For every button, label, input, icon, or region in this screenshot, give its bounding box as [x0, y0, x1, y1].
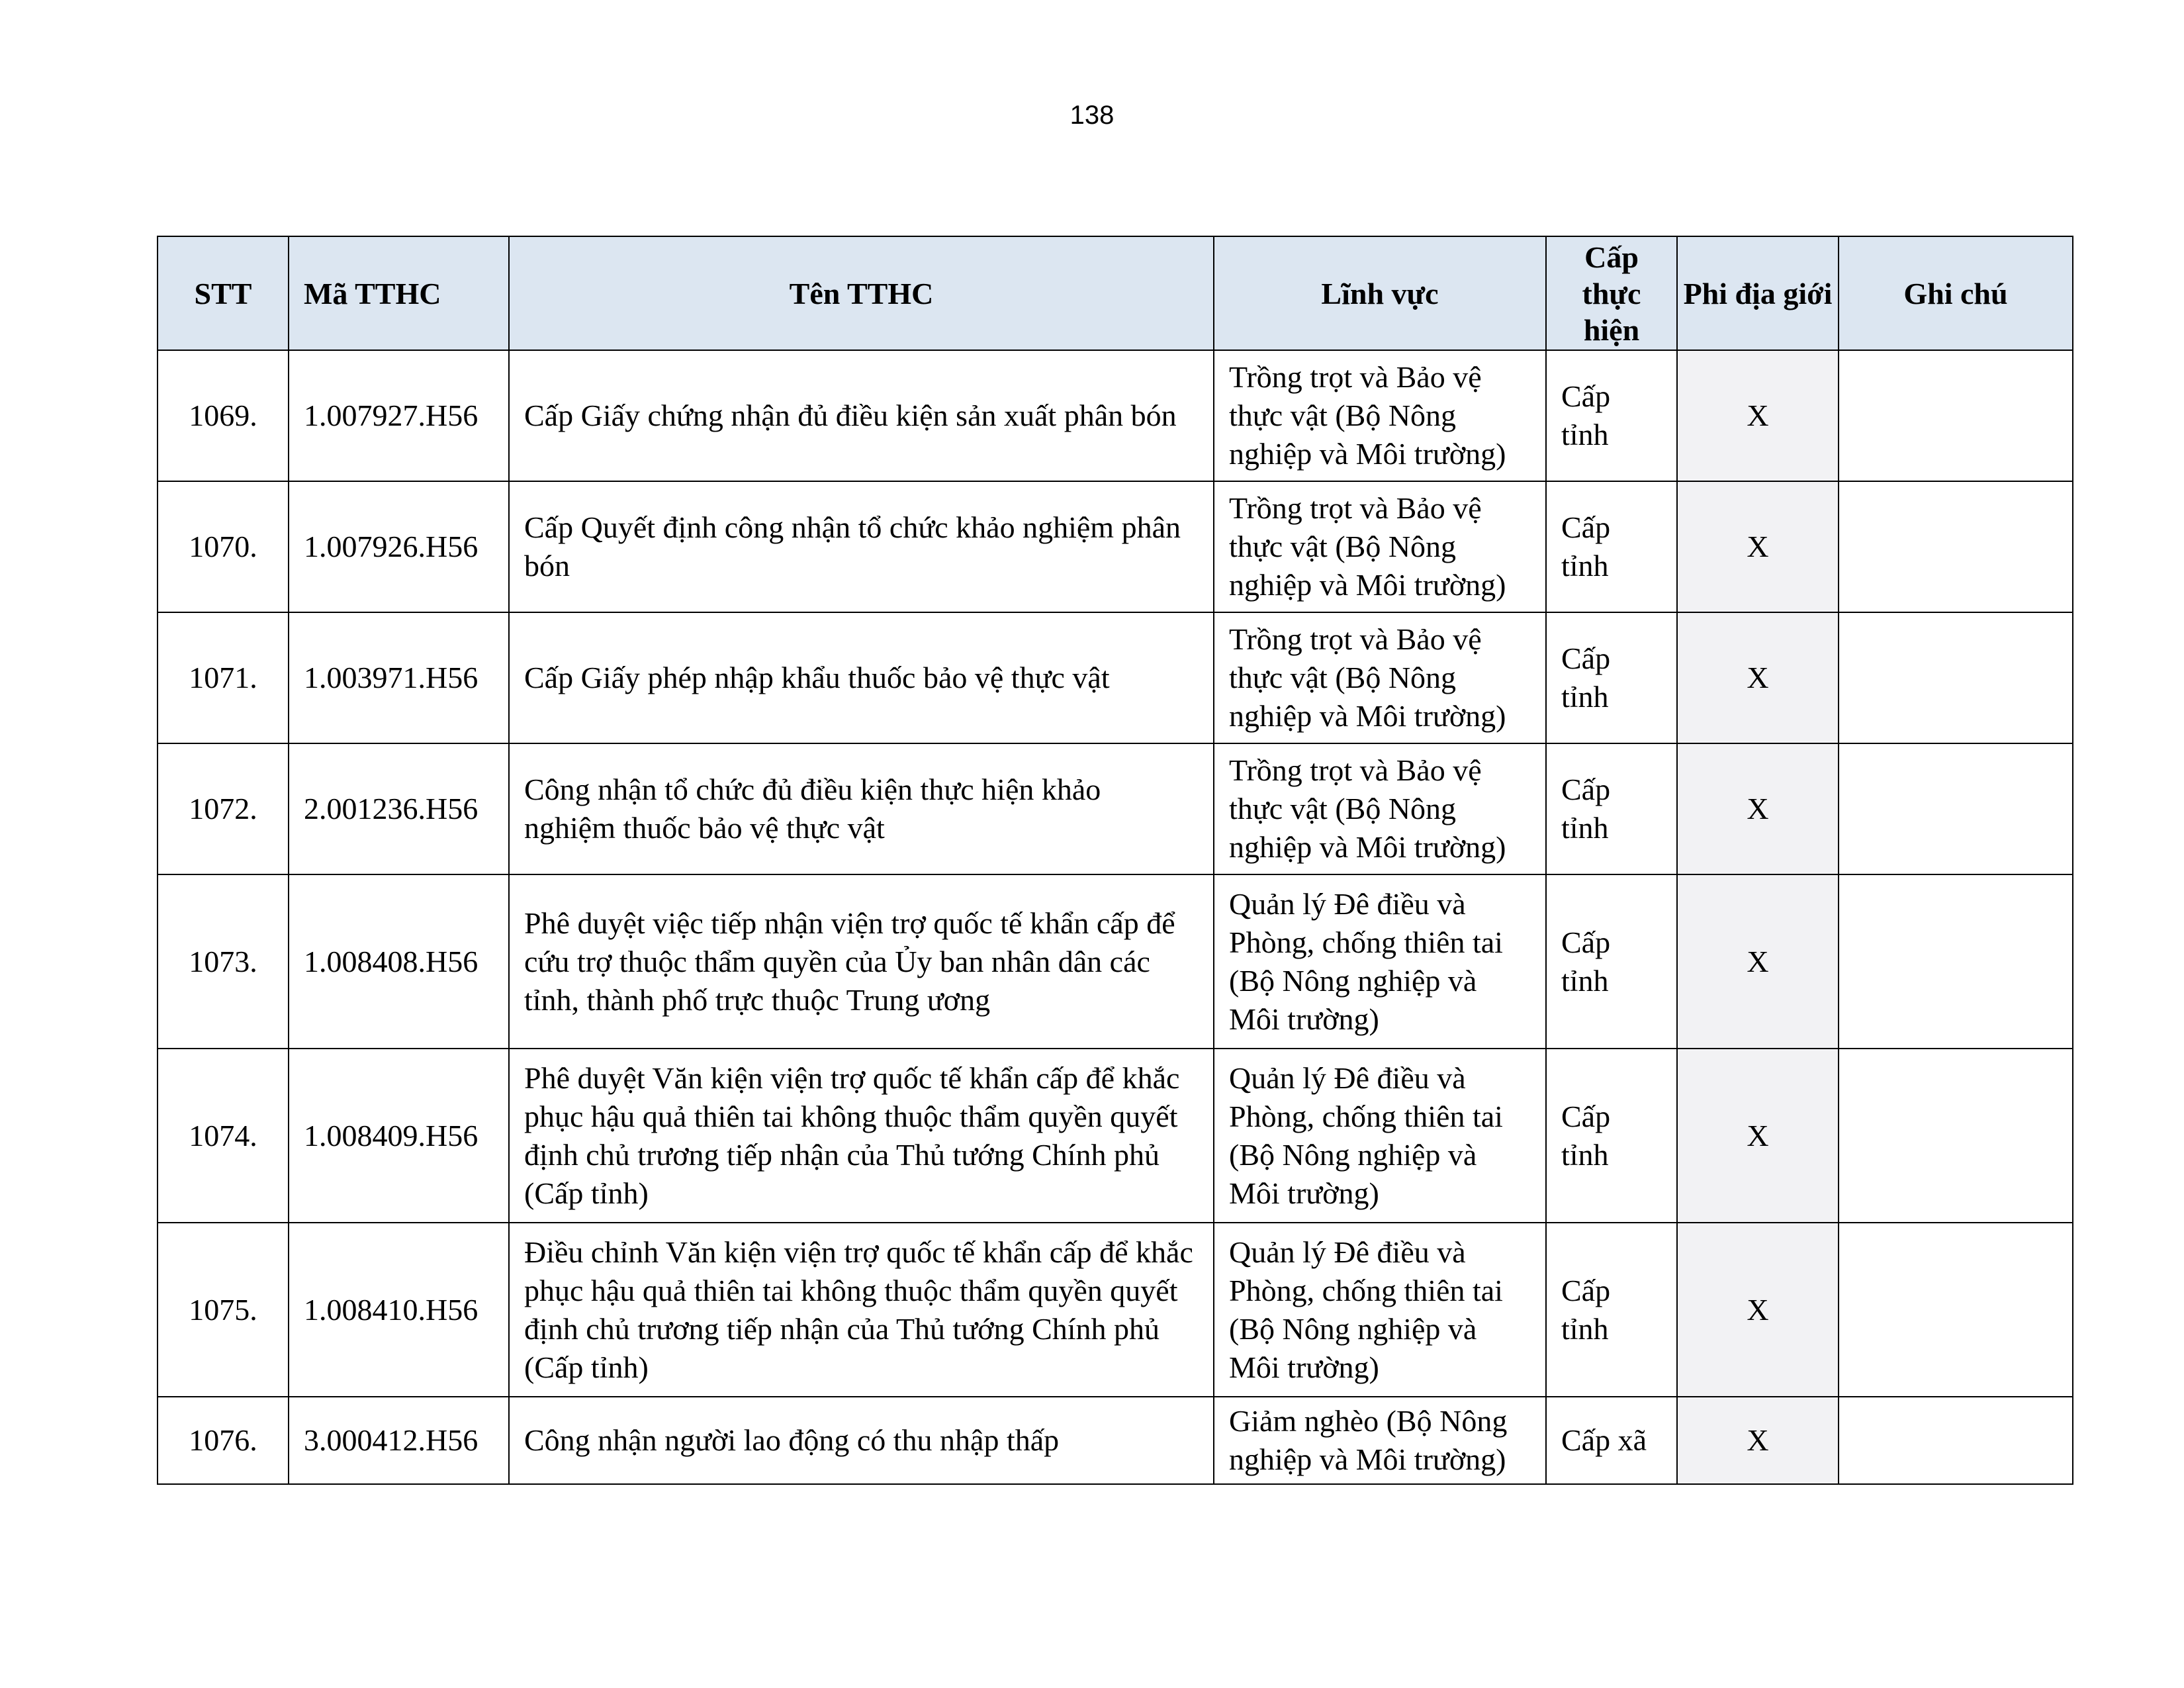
header-ghi-chu: Ghi chú: [1839, 236, 2073, 350]
table-row: [158, 1397, 2073, 1484]
cell-linh-vuc: Trồng trọt và Bảo vệ thực vật (Bộ Nông nghiệp và Môi trường): [1214, 481, 1546, 612]
procedures-table: [157, 236, 2073, 1485]
cell-linh-vuc: Quản lý Đê điều và Phòng, chống thiên tai (Bộ Nông nghiệp và Môi trường): [1214, 874, 1546, 1049]
cell-phi-dia-gioi: X: [1677, 1397, 1839, 1484]
cell-ma-tthc: 1.008409.H56: [289, 1049, 509, 1223]
cell-linh-vuc: Giảm nghèo (Bộ Nông nghiệp và Môi trường): [1214, 1397, 1546, 1484]
header-phi-dia-gioi: Phi địa giới: [1677, 236, 1839, 350]
cell-stt: 1070.: [158, 481, 289, 612]
cell-ten-tthc: Cấp Quyết định công nhận tổ chức khảo nghiệm phân bón: [509, 481, 1214, 612]
cell-cap-thuc-hien: Cấp tỉnh: [1546, 874, 1677, 1049]
cell-stt: 1073.: [158, 874, 289, 1049]
cell-cap-thuc-hien: Cấp tỉnh: [1546, 612, 1677, 743]
table-row: [158, 481, 2073, 612]
cell-linh-vuc: Trồng trọt và Bảo vệ thực vật (Bộ Nông nghiệp và Môi trường): [1214, 350, 1546, 481]
cell-ghi-chu: [1839, 1397, 2073, 1484]
cell-ma-tthc: 3.000412.H56: [289, 1397, 509, 1484]
cell-stt: 1074.: [158, 1049, 289, 1223]
cell-phi-dia-gioi: X: [1677, 1223, 1839, 1397]
cell-phi-dia-gioi: X: [1677, 874, 1839, 1049]
cell-ten-tthc: Công nhận người lao động có thu nhập thấp: [509, 1397, 1214, 1484]
cell-ten-tthc: Cấp Giấy chứng nhận đủ điều kiện sản xuất phân bón: [509, 350, 1214, 481]
table-row: [158, 1223, 2073, 1397]
cell-ghi-chu: [1839, 874, 2073, 1049]
cell-cap-thuc-hien: Cấp tỉnh: [1546, 1223, 1677, 1397]
cell-stt: 1072.: [158, 743, 289, 874]
cell-linh-vuc: Trồng trọt và Bảo vệ thực vật (Bộ Nông nghiệp và Môi trường): [1214, 743, 1546, 874]
cell-ghi-chu: [1839, 1049, 2073, 1223]
table-header-row: [158, 236, 2073, 350]
cell-stt: 1076.: [158, 1397, 289, 1484]
cell-ghi-chu: [1839, 481, 2073, 612]
cell-cap-thuc-hien: Cấp xã: [1546, 1397, 1677, 1484]
cell-linh-vuc: Trồng trọt và Bảo vệ thực vật (Bộ Nông nghiệp và Môi trường): [1214, 612, 1546, 743]
table-row: [158, 874, 2073, 1049]
cell-stt: 1075.: [158, 1223, 289, 1397]
cell-cap-thuc-hien: Cấp tỉnh: [1546, 743, 1677, 874]
cell-ten-tthc: Phê duyệt việc tiếp nhận viện trợ quốc tế khẩn cấp để cứu trợ thuộc thẩm quyền của Ủy ban nhân dân các tỉnh, thành phố trực thuộc Trung ương: [509, 874, 1214, 1049]
page-number: 138: [1069, 101, 1115, 130]
cell-cap-thuc-hien: Cấp tỉnh: [1546, 350, 1677, 481]
table-row: [158, 612, 2073, 743]
cell-cap-thuc-hien: Cấp tỉnh: [1546, 1049, 1677, 1223]
cell-ghi-chu: [1839, 350, 2073, 481]
cell-linh-vuc: Quản lý Đê điều và Phòng, chống thiên tai (Bộ Nông nghiệp và Môi trường): [1214, 1223, 1546, 1397]
cell-stt: 1071.: [158, 612, 289, 743]
cell-ghi-chu: [1839, 1223, 2073, 1397]
cell-ma-tthc: 2.001236.H56: [289, 743, 509, 874]
cell-ma-tthc: 1.007927.H56: [289, 350, 509, 481]
table-row: [158, 743, 2073, 874]
cell-stt: 1069.: [158, 350, 289, 481]
cell-ma-tthc: 1.008410.H56: [289, 1223, 509, 1397]
cell-linh-vuc: Quản lý Đê điều và Phòng, chống thiên tai (Bộ Nông nghiệp và Môi trường): [1214, 1049, 1546, 1223]
cell-phi-dia-gioi: X: [1677, 350, 1839, 481]
cell-phi-dia-gioi: X: [1677, 481, 1839, 612]
cell-phi-dia-gioi: X: [1677, 612, 1839, 743]
cell-ma-tthc: 1.007926.H56: [289, 481, 509, 612]
table-row: [158, 350, 2073, 481]
cell-ten-tthc: Điều chỉnh Văn kiện viện trợ quốc tế khẩn cấp để khắc phục hậu quả thiên tai không thuộc thẩm quyền quyết định chủ trương tiếp nhận của Thủ tướng Chính phủ (Cấp tỉnh): [509, 1223, 1214, 1397]
cell-ten-tthc: Công nhận tổ chức đủ điều kiện thực hiện khảo nghiệm thuốc bảo vệ thực vật: [509, 743, 1214, 874]
header-ten-tthc: Tên TTHC: [509, 236, 1214, 350]
cell-ghi-chu: [1839, 612, 2073, 743]
header-cap-thuc-hien: Cấp thực hiện: [1546, 236, 1677, 350]
cell-phi-dia-gioi: X: [1677, 743, 1839, 874]
cell-ten-tthc: Cấp Giấy phép nhập khẩu thuốc bảo vệ thực vật: [509, 612, 1214, 743]
header-linh-vuc: Lĩnh vực: [1214, 236, 1546, 350]
header-ma-tthc: Mã TTHC: [289, 236, 509, 350]
header-stt: STT: [158, 236, 289, 350]
cell-ghi-chu: [1839, 743, 2073, 874]
cell-ma-tthc: 1.003971.H56: [289, 612, 509, 743]
cell-phi-dia-gioi: X: [1677, 1049, 1839, 1223]
cell-ma-tthc: 1.008408.H56: [289, 874, 509, 1049]
cell-ten-tthc: Phê duyệt Văn kiện viện trợ quốc tế khẩn cấp để khắc phục hậu quả thiên tai không thuộc thẩm quyền quyết định chủ trương tiếp nhận của Thủ tướng Chính phủ (Cấp tỉnh): [509, 1049, 1214, 1223]
table-row: [158, 1049, 2073, 1223]
cell-cap-thuc-hien: Cấp tỉnh: [1546, 481, 1677, 612]
